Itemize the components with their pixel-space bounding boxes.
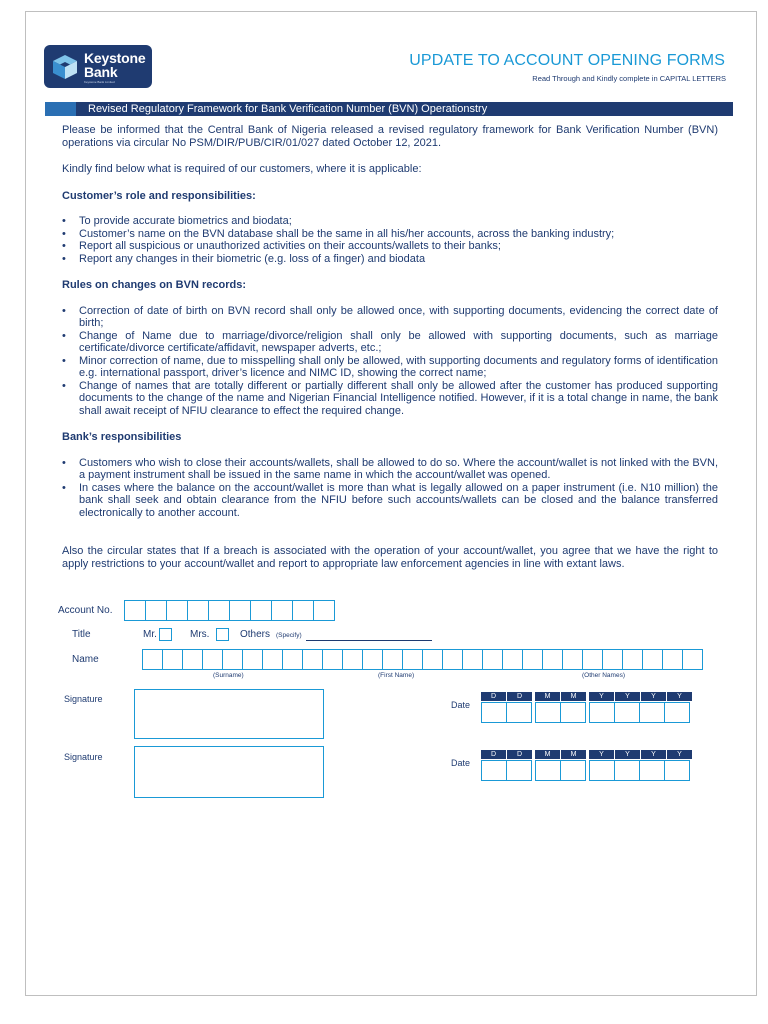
date-input-2[interactable] — [481, 760, 689, 781]
date-header-cell: D — [481, 750, 506, 759]
account-digit-box[interactable] — [250, 600, 272, 621]
name-char-box[interactable] — [642, 649, 663, 670]
date-digit-box[interactable] — [639, 702, 665, 723]
list-item: • Customer’s name on the BVN database shall be the same in all his/her accounts, across the banking industry; — [62, 228, 718, 241]
name-char-box[interactable] — [682, 649, 703, 670]
date-header-cell: Y — [667, 692, 692, 701]
section-heading-customer: Customer’s role and responsibilities: — [62, 189, 256, 202]
signature-box-1[interactable] — [134, 689, 324, 739]
name-char-box[interactable] — [342, 649, 363, 670]
list-item: • Change of Name due to marriage/divorce/religion shall only be allowed with supporting documents, such as marriage certificate/divorce certificate/affidavit, newspaper adverts, etc.; — [62, 330, 718, 355]
list-item: • Customers who wish to close their accounts/wallets, shall be allowed to do so. Where the account/wallet is not linked with the BVN, a payment instrument shall be issued in the same name in which the account/wallet was opened. — [62, 457, 718, 482]
name-char-box[interactable] — [582, 649, 603, 670]
name-char-box[interactable] — [422, 649, 443, 670]
name-char-box[interactable] — [522, 649, 543, 670]
page-title: UPDATE TO ACCOUNT OPENING FORMS — [409, 52, 725, 69]
account-digit-box[interactable] — [271, 600, 293, 621]
date-input-1[interactable] — [481, 702, 689, 723]
account-digit-box[interactable] — [124, 600, 146, 621]
date-header-cell: D — [507, 692, 532, 701]
kindly-paragraph: Kindly find below what is required of our customers, where it is applicable: — [62, 163, 422, 175]
bank-logo — [44, 45, 152, 88]
date-header-cell: M — [535, 750, 560, 759]
date-header-cell: Y — [615, 750, 640, 759]
banner-text: Revised Regulatory Framework for Bank Verification Number (BVN) Operationstry — [88, 103, 488, 115]
date-header-cell: Y — [641, 692, 666, 701]
rules-list — [62, 305, 718, 418]
name-char-box[interactable] — [162, 649, 183, 670]
closing-paragraph: Also the circular states that If a breach is associated with the operation of your account/wallet, you agree that we have the right to apply restrictions to your account/wallet and report to appropriate law enforcement agencies in line with extant laws. — [62, 545, 718, 570]
date-header-cell: M — [561, 692, 586, 701]
name-char-box[interactable] — [302, 649, 323, 670]
name-char-box[interactable] — [222, 649, 243, 670]
name-char-box[interactable] — [482, 649, 503, 670]
name-char-box[interactable] — [502, 649, 523, 670]
name-char-box[interactable] — [262, 649, 283, 670]
others-specify-input[interactable] — [306, 628, 432, 641]
others-label: Others — [240, 629, 271, 640]
date-digit-box[interactable] — [481, 760, 507, 781]
date-digit-box[interactable] — [535, 760, 561, 781]
date-digit-box[interactable] — [664, 702, 690, 723]
keystone-cube-icon — [51, 53, 79, 81]
date-header-cell: Y — [589, 750, 614, 759]
logo-text-line1: Keystone — [84, 50, 146, 66]
account-digit-box[interactable] — [292, 600, 314, 621]
list-item: • Change of names that are totally different or partially different shall only be allowed after the customer has produced supporting documents to the change of the name and Nigerian Financial Intelligence notified. However, if it is a total change in name, the bank shall await receipt of NFIU clearance to effect the required change. — [62, 380, 718, 418]
date-digit-box[interactable] — [589, 702, 615, 723]
name-label: Name — [72, 654, 99, 665]
account-digit-box[interactable] — [313, 600, 335, 621]
logo-text-line2: Bank — [84, 64, 118, 80]
name-char-box[interactable] — [202, 649, 223, 670]
list-item: • To provide accurate biometrics and biodata; — [62, 215, 718, 228]
date-digit-box[interactable] — [506, 702, 532, 723]
specify-label: (Specify) — [276, 632, 302, 639]
name-char-box[interactable] — [402, 649, 423, 670]
surname-caption: (Surname) — [213, 672, 244, 679]
list-item: • Correction of date of birth on BVN record shall only be allowed once, with supporting documents, evidencing the correct date of birth; — [62, 305, 718, 330]
name-char-box[interactable] — [282, 649, 303, 670]
banner-accent — [45, 102, 76, 116]
account-digit-box[interactable] — [166, 600, 188, 621]
name-char-box[interactable] — [322, 649, 343, 670]
date-digit-box[interactable] — [560, 702, 586, 723]
signature-box-2[interactable] — [134, 746, 324, 798]
firstname-caption: (First Name) — [378, 672, 415, 679]
othernames-caption: (Other Names) — [582, 672, 625, 679]
account-digit-box[interactable] — [187, 600, 209, 621]
bank-list — [62, 457, 718, 520]
date-header-cell: M — [535, 692, 560, 701]
date-digit-box[interactable] — [535, 702, 561, 723]
list-item: • Report all suspicious or unauthorized activities on their accounts/wallets to their banks; — [62, 240, 718, 253]
section-banner — [45, 102, 733, 116]
date-header-cell: M — [561, 750, 586, 759]
date-label-2: Date — [451, 758, 471, 768]
name-char-box[interactable] — [602, 649, 623, 670]
name-char-box[interactable] — [462, 649, 483, 670]
section-heading-rules: Rules on changes on BVN records: — [62, 279, 246, 291]
date-header-cell: D — [507, 750, 532, 759]
name-char-box[interactable] — [622, 649, 643, 670]
date-header-cell: Y — [589, 692, 614, 701]
customer-list — [62, 215, 718, 265]
date-digit-box[interactable] — [481, 702, 507, 723]
date-label-1: Date — [451, 700, 471, 710]
date-digit-box[interactable] — [560, 760, 586, 781]
date-digit-box[interactable] — [614, 760, 640, 781]
list-item: • Report any changes in their biometric (e.g. loss of a finger) and biodata — [62, 253, 718, 266]
signature-label-2: Signature — [64, 752, 103, 762]
name-char-box[interactable] — [242, 649, 263, 670]
logo-tagline: Keystone Bank Limited — [84, 80, 115, 84]
date-header-cell: D — [481, 692, 506, 701]
date-digit-box[interactable] — [664, 760, 690, 781]
name-char-box[interactable] — [542, 649, 563, 670]
mr-label: Mr. — [143, 629, 157, 640]
name-char-box[interactable] — [382, 649, 403, 670]
date-digit-box[interactable] — [506, 760, 532, 781]
date-header-2 — [481, 750, 693, 759]
account-digit-box[interactable] — [208, 600, 230, 621]
account-number-input[interactable] — [124, 600, 334, 621]
name-char-box[interactable] — [182, 649, 203, 670]
page-subtitle: Read Through and Kindly complete in CAPITAL LETTERS — [532, 74, 726, 83]
mr-checkbox[interactable] — [159, 628, 172, 641]
date-header-1 — [481, 692, 693, 701]
name-input[interactable] — [142, 649, 702, 670]
date-header-cell: Y — [615, 692, 640, 701]
title-label: Title — [72, 629, 91, 640]
name-char-box[interactable] — [142, 649, 163, 670]
date-digit-box[interactable] — [589, 760, 615, 781]
document-body — [62, 124, 718, 570]
name-char-box[interactable] — [662, 649, 683, 670]
mrs-label: Mrs. — [190, 629, 210, 640]
signature-label-1: Signature — [64, 694, 103, 704]
name-char-box[interactable] — [562, 649, 583, 670]
list-item: • Minor correction of name, due to misspelling shall only be allowed, with supporting documents and regulatory forms of identification e.g. international passport, driver’s licence and NIMC ID, showing the correct name; — [62, 355, 718, 380]
mrs-checkbox[interactable] — [216, 628, 229, 641]
date-digit-box[interactable] — [639, 760, 665, 781]
section-heading-bank: Bank’s responsibilities — [62, 431, 182, 443]
date-header-cell: Y — [667, 750, 692, 759]
date-digit-box[interactable] — [614, 702, 640, 723]
list-item: • In cases where the balance on the account/wallet is more than what is legally allowed on a paper instrument (i.e. N10 million) the bank shall seek and obtain clearance from the NFIU before such accounts/wallets can be closed and the balance transferred electronically to another account. — [62, 482, 718, 520]
account-number-label: Account No. — [58, 605, 113, 616]
name-char-box[interactable] — [442, 649, 463, 670]
date-header-cell: Y — [641, 750, 666, 759]
account-digit-box[interactable] — [229, 600, 251, 621]
intro-paragraph: Please be informed that the Central Bank of Nigeria released a revised regulatory framework for Bank Verification Number (BVN) operations via circular No PSM/DIR/PUB/CIR/01/027 dated October 12, 2021. — [62, 124, 718, 149]
account-digit-box[interactable] — [145, 600, 167, 621]
name-char-box[interactable] — [362, 649, 383, 670]
